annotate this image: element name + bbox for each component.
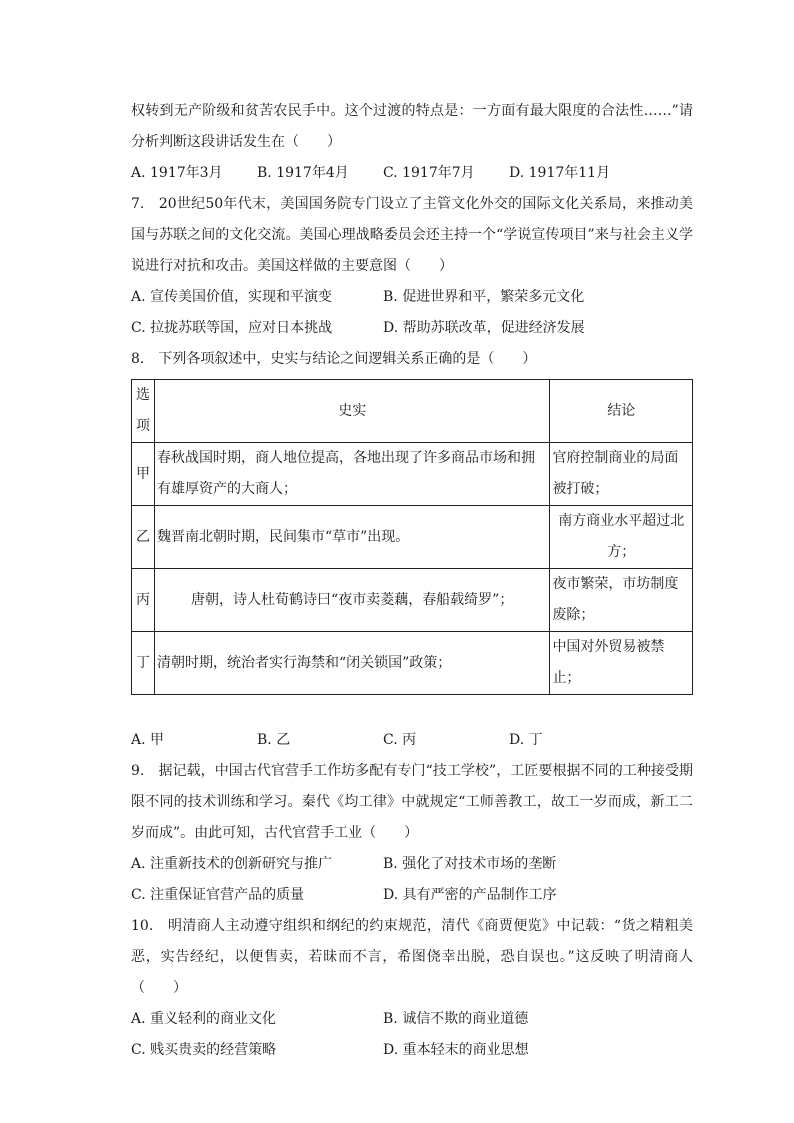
q8-stem: 8. 下列各项叙述中，史实与结论之间逻辑关系正确的是（ ） [131,351,537,367]
q9-option-c[interactable]: C. 注重保证官营产品的质量 [131,887,305,903]
header-conclusion: 结论 [550,380,693,443]
table-row [132,506,693,569]
row-option: 甲 [132,443,155,506]
q6-stem-tail: 权转到无产阶级和贫苦农民手中。这个过渡的特点是：一方面有最大限度的合法性……”请分析判断这段讲话发生在（ ） [131,103,693,150]
spacer [131,695,693,725]
table-row [132,632,693,695]
header-option: 选项 [132,380,155,443]
q6-option-d[interactable]: D. 1917年11月 [509,165,611,181]
q8-option-c[interactable]: C. 丙 [383,732,417,748]
table-row [132,569,693,632]
q10-option-a[interactable]: A. 重义轻利的商业文化 [131,1011,277,1027]
q10-option-b[interactable]: B. 诚信不欺的商业道德 [383,1011,529,1027]
row-fact: 唐朝，诗人杜荀鹤诗曰“夜市卖菱藕，春船载绮罗”； [154,569,549,632]
row-conclusion: 南方商业水平超过北方； [550,506,693,569]
q7-stem: 7. 20世纪50年代末，美国国务院专门设立了主管文化外交的国际文化关系局，来推动美国与苏联之间的文化交流。美国心理战略委员会还主持一个“学说宣传项目”来与社会主义学说进行对抗和攻击。美国这样做的主要意图（ ） [131,196,693,274]
row-fact: 魏晋南北朝时期，民间集市“草市”出现。 [154,506,549,569]
q7-option-b[interactable]: B. 促进世界和平，繁荣多元文化 [383,289,585,305]
row-fact: 春秋战国时期，商人地位提高，各地出现了许多商品市场和拥有雄厚资产的大商人； [154,443,549,506]
row-conclusion: 官府控制商业的局面被打破； [550,443,693,506]
q9-option-b[interactable]: B. 强化了对技术市场的垄断 [383,856,557,872]
q8-option-d[interactable]: D. 丁 [509,732,543,748]
q8-option-a[interactable]: A. 甲 [131,732,165,748]
q6-option-c[interactable]: C. 1917年7月 [383,165,475,181]
row-option: 乙 [132,506,155,569]
q10-stem: 10. 明清商人主动遵守组织和纲纪的约束规范，清代《商贾便览》中记载：“货之精粗美恶，实告经纪，以便售卖，若昧而不言，希图侥幸出脱，恐自误也。”这反映了明清商人（ ） [131,918,693,996]
q8-table [131,379,693,695]
q9-stem: 9. 据记载，中国古代官营手工作坊多配有专门“技工学校”，工匠要根据不同的工种接受期限不同的技术训练和学习。秦代《均工律》中就规定“工师善教工，故工一岁而成，新工二岁而成”。由此可知，古代官营手工业（ ） [131,763,693,841]
q6-options [131,158,693,189]
row-option: 丁 [132,632,155,695]
q8-option-b[interactable]: B. 乙 [257,732,291,748]
q6-option-a[interactable]: A. 1917年3月 [131,165,223,181]
q7-option-d[interactable]: D. 帮助苏联改革，促进经济发展 [383,320,585,336]
q7-options-row1 [131,282,693,313]
row-option: 丙 [132,569,155,632]
q6-option-b[interactable]: B. 1917年4月 [257,165,349,181]
q9-option-a[interactable]: A. 注重新技术的创新研究与推广 [131,856,333,872]
q7-option-c[interactable]: C. 拉拢苏联等国，应对日本挑战 [131,320,333,336]
row-conclusion: 夜市繁荣，市坊制度废除； [550,569,693,632]
q9-options-row1 [131,849,693,880]
q10-options-row2 [131,1035,693,1066]
q8-options [131,725,693,756]
q10-option-d[interactable]: D. 重本轻末的商业思想 [383,1042,529,1058]
table-header-row [132,380,693,443]
q7-options-row2 [131,313,693,344]
q9-option-d[interactable]: D. 具有严密的产品制作工序 [383,887,557,903]
table-row [132,443,693,506]
q10-options-row1 [131,1004,693,1035]
q9-options-row2 [131,880,693,911]
q7-option-a[interactable]: A. 宣传美国价值，实现和平演变 [131,289,333,305]
header-fact: 史实 [154,380,549,443]
row-conclusion: 中国对外贸易被禁止； [550,632,693,695]
q10-option-c[interactable]: C. 贱买贵卖的经营策略 [131,1042,277,1058]
row-fact: 清朝时期，统治者实行海禁和“闭关锁国”政策； [154,632,549,695]
exam-page [131,96,693,1066]
